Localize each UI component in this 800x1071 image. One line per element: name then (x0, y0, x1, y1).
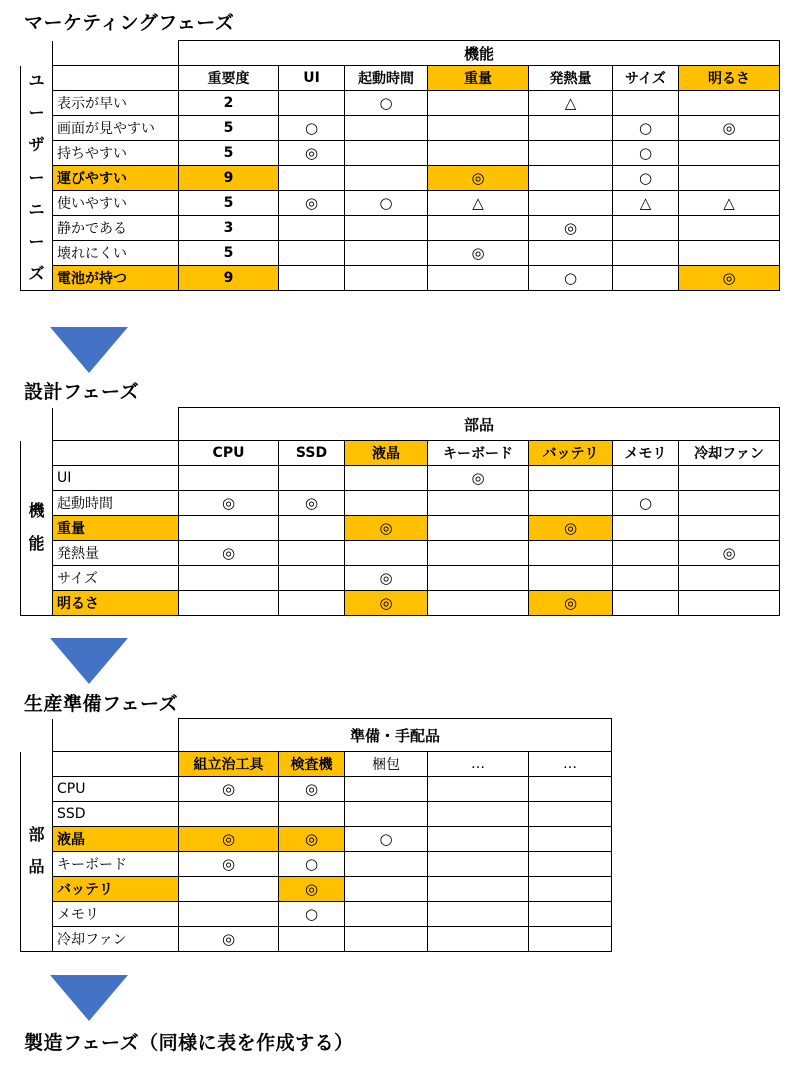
table-cell: 運びやすい (53, 166, 179, 191)
table-cell: ○ (279, 902, 345, 927)
table-cell: メモリ (53, 902, 179, 927)
table-cell (428, 266, 529, 291)
table-cell (428, 566, 529, 591)
table-cell: ◎ (279, 777, 345, 802)
table-cell (679, 591, 780, 616)
col-lcd: 液晶 (345, 441, 428, 466)
table-cell (613, 516, 679, 541)
table-cell (179, 902, 279, 927)
table-cell: ◎ (529, 216, 613, 241)
table-cell: ◎ (345, 566, 428, 591)
table-cell (529, 491, 613, 516)
table-cell: ○ (345, 191, 428, 216)
table-cell: ○ (613, 166, 679, 191)
table-row (21, 241, 780, 266)
table-cell (428, 802, 529, 827)
production-prep-qfd-table (20, 718, 612, 952)
table-cell (529, 116, 613, 141)
table-cell: ◎ (428, 466, 529, 491)
table-cell: ◎ (529, 516, 613, 541)
function-side-label (21, 441, 53, 616)
table-cell (345, 266, 428, 291)
table-cell (613, 566, 679, 591)
table-cell (428, 516, 529, 541)
side-label-char: 機 (28, 501, 45, 521)
table-cell: 5 (179, 241, 279, 266)
table-cell: 5 (179, 191, 279, 216)
table-cell: ◎ (345, 516, 428, 541)
col-cpu: CPU (179, 441, 279, 466)
table-cell (613, 91, 679, 116)
table-row (21, 927, 612, 952)
table-cell: ○ (279, 852, 345, 877)
table-row (21, 491, 780, 516)
table-cell (279, 927, 345, 952)
table-cell: △ (613, 191, 679, 216)
table-cell (345, 902, 428, 927)
table-cell: ○ (279, 116, 345, 141)
col-assembly-jig: 組立治工具 (179, 752, 279, 777)
table-cell (613, 241, 679, 266)
table-cell: ◎ (679, 266, 780, 291)
table-cell: ◎ (428, 241, 529, 266)
table-cell (179, 877, 279, 902)
table-cell (529, 566, 613, 591)
table-cell (345, 116, 428, 141)
col-keyboard: キーボード (428, 441, 529, 466)
table-cell (613, 541, 679, 566)
col-packaging: 梱包 (345, 752, 428, 777)
col-importance: 重要度 (179, 66, 279, 91)
col-memory: メモリ (613, 441, 679, 466)
corner-cell (53, 752, 179, 777)
col-heat: 発熱量 (529, 66, 613, 91)
table-cell (345, 491, 428, 516)
table-cell (345, 241, 428, 266)
col-battery: バッテリ (529, 441, 613, 466)
table-cell: ◎ (279, 827, 345, 852)
table-cell: SSD (53, 802, 179, 827)
table-cell (613, 591, 679, 616)
table-cell: 電池が持つ (53, 266, 179, 291)
table-cell (345, 216, 428, 241)
table-cell: ◎ (179, 852, 279, 877)
table-cell (428, 777, 529, 802)
table-cell: 持ちやすい (53, 141, 179, 166)
table-cell: ◎ (179, 777, 279, 802)
table-cell: ◎ (679, 116, 780, 141)
col-ellipsis-2: … (529, 752, 612, 777)
design-phase-heading: 設計フェーズ (24, 381, 140, 403)
table-cell (679, 141, 780, 166)
table-cell: 静かである (53, 216, 179, 241)
col-size: サイズ (613, 66, 679, 91)
table-cell (179, 516, 279, 541)
table-cell: バッテリ (53, 877, 179, 902)
table-cell (179, 566, 279, 591)
table-row (21, 166, 780, 191)
table-cell (679, 216, 780, 241)
production-prep-phase-heading: 生産準備フェーズ (24, 693, 179, 715)
table-cell (679, 241, 780, 266)
marketing-phase-heading: マーケティングフェーズ (24, 12, 235, 34)
table-cell: ◎ (179, 927, 279, 952)
table-cell: ◎ (529, 591, 613, 616)
side-label-char: ズ (28, 263, 45, 283)
table-cell: ◎ (345, 591, 428, 616)
table-row (21, 777, 612, 802)
side-label-char: ー (28, 103, 45, 123)
table-cell (428, 91, 529, 116)
table-cell (279, 541, 345, 566)
table-cell: 起動時間 (53, 491, 179, 516)
table-cell: ◎ (279, 191, 345, 216)
table-cell (529, 191, 613, 216)
table-cell (613, 466, 679, 491)
side-label-char: ー (28, 167, 45, 187)
col-ui: UI (279, 66, 345, 91)
down-arrow-icon (50, 638, 128, 684)
table-cell (529, 877, 612, 902)
table-cell (428, 541, 529, 566)
table-cell: △ (428, 191, 529, 216)
side-label-char: ー (28, 231, 45, 251)
table-cell (529, 777, 612, 802)
table-cell (428, 491, 529, 516)
table-cell: ◎ (279, 141, 345, 166)
table-cell (613, 216, 679, 241)
table-cell: ○ (613, 491, 679, 516)
table-cell (428, 591, 529, 616)
table-cell (679, 566, 780, 591)
design-qfd-table (20, 407, 780, 616)
table-row (21, 266, 780, 291)
table-cell: △ (679, 191, 780, 216)
table-cell: 液晶 (53, 827, 179, 852)
table-cell (679, 91, 780, 116)
down-arrow-icon (50, 975, 128, 1021)
table-row (21, 566, 780, 591)
table-cell (679, 491, 780, 516)
table-cell: 画面が見やすい (53, 116, 179, 141)
table-cell: UI (53, 466, 179, 491)
table-cell (345, 877, 428, 902)
table-cell (529, 541, 613, 566)
table-cell: 9 (179, 166, 279, 191)
table-cell (179, 802, 279, 827)
table-cell (529, 802, 612, 827)
table-cell: 3 (179, 216, 279, 241)
table-cell (428, 116, 529, 141)
table-cell (679, 516, 780, 541)
table-row (21, 877, 612, 902)
manufacturing-phase-heading: 製造フェーズ（同様に表を作成する） (24, 1032, 354, 1054)
table-cell (179, 591, 279, 616)
table-cell: △ (529, 91, 613, 116)
table-cell: 使いやすい (53, 191, 179, 216)
table-cell (529, 852, 612, 877)
table-cell: 表示が早い (53, 91, 179, 116)
corner-cell (53, 66, 179, 91)
side-label-char: ユ (28, 71, 45, 91)
table-cell: キーボード (53, 852, 179, 877)
table-row (21, 116, 780, 141)
table-row (21, 541, 780, 566)
side-label-char: ザ (28, 135, 45, 155)
table-cell (345, 541, 428, 566)
prep-items-group-header: 準備・手配品 (179, 719, 612, 752)
col-startup-time: 起動時間 (345, 66, 428, 91)
table-cell (529, 466, 613, 491)
table-cell (345, 141, 428, 166)
function-group-header: 機能 (179, 41, 780, 66)
table-cell (613, 266, 679, 291)
table-cell (345, 802, 428, 827)
table-cell (279, 266, 345, 291)
table-row (21, 216, 780, 241)
side-label-char: 品 (28, 857, 45, 877)
col-inspection-machine: 検査機 (279, 752, 345, 777)
table-cell (279, 516, 345, 541)
table-cell: ◎ (428, 166, 529, 191)
user-needs-side-label (21, 66, 53, 291)
parts-group-header: 部品 (179, 408, 780, 441)
table-cell: 9 (179, 266, 279, 291)
table-cell: 2 (179, 91, 279, 116)
table-cell (529, 902, 612, 927)
table-row (21, 141, 780, 166)
table-row (21, 516, 780, 541)
table-cell (529, 827, 612, 852)
table-cell: ◎ (179, 491, 279, 516)
col-ellipsis-1: … (428, 752, 529, 777)
table-cell (279, 91, 345, 116)
table-row (21, 827, 612, 852)
table-cell (428, 827, 529, 852)
table-cell: ◎ (279, 491, 345, 516)
table-cell: ○ (345, 91, 428, 116)
table-row (21, 852, 612, 877)
table-row (21, 802, 612, 827)
table-cell (345, 466, 428, 491)
table-cell: ○ (613, 141, 679, 166)
table-cell (279, 802, 345, 827)
table-cell (428, 927, 529, 952)
table-row (21, 91, 780, 116)
col-ssd: SSD (279, 441, 345, 466)
table-cell: ○ (529, 266, 613, 291)
table-row (21, 466, 780, 491)
table-cell: 5 (179, 116, 279, 141)
table-cell (428, 852, 529, 877)
table-cell: 発熱量 (53, 541, 179, 566)
table-cell: CPU (53, 777, 179, 802)
col-cooling-fan: 冷却ファン (679, 441, 780, 466)
table-cell (428, 216, 529, 241)
table-cell (529, 241, 613, 266)
table-cell: ◎ (179, 541, 279, 566)
side-label-char: ニ (28, 199, 45, 219)
table-cell (345, 166, 428, 191)
table-cell: 明るさ (53, 591, 179, 616)
table-cell (428, 877, 529, 902)
table-cell (529, 927, 612, 952)
table-row (21, 902, 612, 927)
table-cell: ○ (613, 116, 679, 141)
table-cell (279, 216, 345, 241)
down-arrow-icon (50, 327, 128, 373)
col-brightness: 明るさ (679, 66, 780, 91)
table-cell (279, 466, 345, 491)
table-cell (679, 466, 780, 491)
table-cell: ○ (345, 827, 428, 852)
table-cell: 冷却ファン (53, 927, 179, 952)
table-cell: ◎ (279, 877, 345, 902)
marketing-qfd-table (20, 40, 780, 291)
table-cell (529, 166, 613, 191)
table-cell: ◎ (179, 827, 279, 852)
col-weight: 重量 (428, 66, 529, 91)
table-cell (529, 141, 613, 166)
table-row (21, 591, 780, 616)
table-cell (279, 591, 345, 616)
table-cell: 重量 (53, 516, 179, 541)
table-cell (279, 166, 345, 191)
table-cell (428, 141, 529, 166)
table-cell (428, 902, 529, 927)
side-label-char: 部 (28, 824, 45, 844)
corner-cell (53, 441, 179, 466)
table-cell: サイズ (53, 566, 179, 591)
table-cell: 5 (179, 141, 279, 166)
table-cell (279, 566, 345, 591)
table-cell (679, 166, 780, 191)
table-cell (345, 927, 428, 952)
table-cell: 壊れにくい (53, 241, 179, 266)
table-cell (279, 241, 345, 266)
table-row (21, 191, 780, 216)
table-cell (179, 466, 279, 491)
table-cell: ◎ (679, 541, 780, 566)
table-cell (345, 777, 428, 802)
table-cell (345, 852, 428, 877)
side-label-char: 能 (28, 533, 45, 553)
parts-side-label (21, 752, 53, 952)
